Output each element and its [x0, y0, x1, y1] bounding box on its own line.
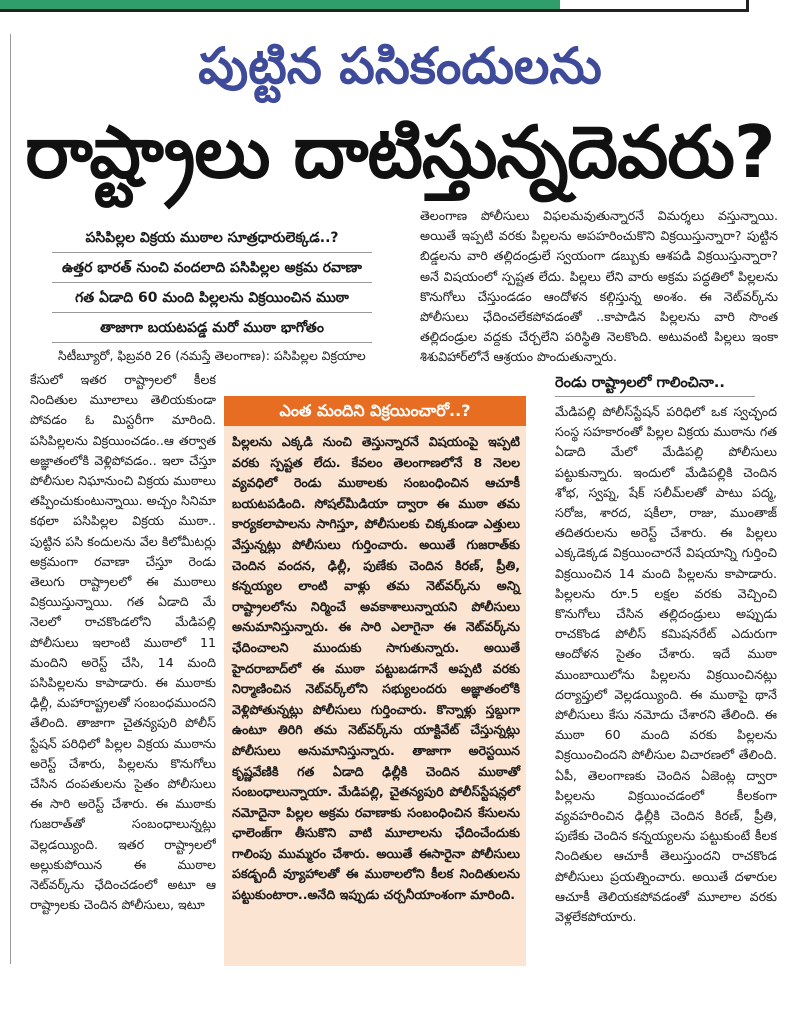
subhead-2: ఉత్తర భారత్ నుంచి వందలాది పసిపిల్లల అక్రమ రవాణా	[62, 260, 362, 276]
right-subhead-divider	[555, 396, 755, 397]
right-top-text-block	[420, 206, 778, 366]
left-column-text: కేసులో ఇతర రాష్ట్రాలలో కీలక నిందితుల మూలాలు తెలియకుండా పోవడం ఓ మిస్టరీగా మారింది. పసిపిల్లలను విక్రయించడం..ఆ తర్వాత అజ్ఞాతంలోకి వెళ్లిపోవడం.. ఇలా చేస్తూ పోలీసుల నిఘానుంచి విక్రయ ముఠాలు తప్పించుకుంటున్నాయి. అచ్చం సినిమా కథలా పసిపిల్లల విక్రయ ముఠా.. పుట్టిన పసి కందులను వేల కిలోమీటర్లు అక్రమంగా రవాణా చేస్తూ రెండు తెలుగు రాష్ట్రాలలో ఈ ముఠాలు విక్రయిస్తున్నాయి. గత ఏడాది మే నెలలో రాచకొండలోని మేడిపల్లి పోలీసులు ఇలాంటి ముఠాలో 11 మందిని అరెస్ట్ చేసి, 14 మంది పసిపిల్లలను కాపాడారు. ఈ ముఠాకు ఢిల్లీ, మహారాష్ట్రలతో సంబంధముందని తేలింది. తాజాగా చైతన్యపురి పోలీస్ స్టేషన్ పరిధిలో పిల్లల విక్రయ ముఠాను అరెస్ట్ చేశారు, పిల్లలను కొనుగోలు చేసిన దంపతులను సైతం పోలీసులు ఈ సారి అరెస్ట్ చేశారు. ఈ ముఠాకు గుజరాత్‌తో సంబంధాలున్నట్లు వెల్లడయ్యింది. ఇతర రాష్ట్రాలలో అల్లుకుపోయిన ఈ ముఠాల నెట్‌వర్క్‌ను ఛేదించడంలో అటూ ఆ రాష్ట్రాలకు చెందిన పోలీసులు, ఇటూ	[30, 372, 216, 913]
sidebar-box-text-block	[232, 432, 520, 906]
subhead-divider-2	[52, 282, 372, 283]
dateline: సిటీబ్యూరో, ఫిబ్రవరి 26 (నమస్తే తెలంగాణ):	[58, 348, 270, 363]
top-border	[0, 0, 800, 14]
sidebar-box-text: పిల్లలను ఎక్కడి నుంచి తెస్తున్నారనే విషయంపై ఇప్పటి వరకు స్పష్టత లేదు. కేవలం తెలంగాణలోనే 8 నెలల వ్యవధిలో రెండు ముఠాలకు సంబంధించిన ఆచూకీ బయటపడింది. సోషల్‌మీడియా ద్వారా ఈ ముఠా తమ కార్యకలాపాలను సాగిస్తూ, పోలీసులకు చిక్కకుండా ఎత్తులు వేస్తున్నట్లు పోలీసులు గుర్తించారు. అయితే గుజరాత్‌కు చెందిన వందన, ఢిల్లీ, పుణేకు చెందిన కిరణ్, ప్రీతి, కన్నయ్యల లాంటి వాళ్లు తమ నెట్‌వర్క్‌ను అన్ని రాష్ట్రాలలోను నిర్మించే అవకాశాలున్నాయని పోలీసులు అనుమానిస్తున్నారు. ఈ సారి ఎలాగైనా ఈ నెట్‌వర్క్‌ను ఛేదించాలని ముందుకు సాగుతున్నారు. అయితే హైదరాబాద్‌లో ఈ ముఠా పట్టుబడగానే అప్పటి వరకు నిర్మాణించిన నెట్‌వర్క్‌లోని సభ్యులందరు అజ్ఞాతంలోకి వెళ్లిపోతున్నట్లు పోలీసులు గుర్తించారు. కొన్నాళ్లు స్తబ్దుగా ఉంటూ తిరిగి తమ నెట్‌వర్క్‌ను యాక్టివేట్ చేస్తున్నట్లు పోలీసులు అనుమానిస్తున్నారు. తాజాగా అరెస్టయిన కృష్ణవేణికి గత ఏడాది ఢిల్లీకి చెందిన ముఠాతో సంబంధాలున్నాయా. మేడిపల్లి, చైతన్యపురి పోలీస్‌స్టేషన్లలో నమోదైనా పిల్లల అక్రమ రవాణాకు సంబంధించిన కేసులను ఛాలెంజ్‌గా తీసుకొని వాటి మూలాలను ఛేదించేందుకు గాలింపు ముమ్మరం చేశారు. అయితే ఈసారైనా పోలీసులు పకడ్బందీ వ్యూహాలతో ఈ ముఠాలలోని కీలక నిందితులను పట్టుకుంటారా..అనేది ఇప్పుడు చర్చనీయాంశంగా మారింది.	[232, 434, 520, 903]
subhead-4: తాజాగా బయటపడ్డ మరో ముఠా భాగోతం	[100, 320, 324, 336]
right-top-text: తెలంగాణ పోలీసులు విఫలమవుతున్నారనే విమర్శలు వస్తున్నాయి. అయితే ఇప్పటి వరకు పిల్లలను అపహరించుకొని విక్రయిస్తున్నారా? పుట్టిన బిడ్డలను వారి తల్లిదండ్రులే స్వయంగా డబ్బుకు ఆశపడి విక్రయిస్తున్నారా? అనే విషయంలో స్పష్టత లేదు. పిల్లలు లేని వారు అక్రమ పద్ధతిలో పిల్లలను కొనుగోలు చేస్తుండడం ఆందోళన కల్గిస్తున్న అంశం. ఈ నెట్‌వర్క్‌ను పోలీసులు ఛేదించలేకపోవడంతో ..కాపాడిన పిల్లలను వారి సొంత తల్లిదండ్రుల వద్దకు చేర్చలేని పరిస్థితి నెలకొంది. అటువంటి పిల్లలు ఇంకా శిశువిహార్‌లోనే ఆశ్రయం పొందుతున్నారు.	[420, 208, 778, 365]
subhead-divider-1	[52, 252, 372, 253]
subhead-divider-4	[52, 342, 372, 343]
lead-rest: పసిపిల్లల విక్రయాల	[273, 348, 366, 363]
top-green-strip	[0, 0, 560, 9]
right-column-text: మేడిపల్లి పోలీస్‌స్టేషన్ పరిధిలో ఒక స్వచ్ఛంద సంస్థ సహకారంతో పిల్లల విక్రయ ముఠాను గత ఏడాది మేలో మేడిపల్లి పోలీసులు పట్టుకున్నారు. ఇందులో మేడిపల్లికి చెందిన శోభ, స్వప్న, షేక్ సలీమ్‌లతో పాటు పద్మ, సరోజ, శారద, షకీలా, రాజు, ముంతాజ్ తదితరులను అరెస్ట్ చేశారు. ఈ పిల్లలు ఎక్కడెక్కడ విక్రయించారనే విషయాన్ని గుర్తించి విక్రయించిన 14 మంది పిల్లలను కాపాడారు. పిల్లలను రూ.5 లక్షల వరకు వెచ్చించి కొనుగోలు చేసిన తల్లిదండ్రులు అప్పుడు రాచకొండ పోలీస్ కమిషనరేట్ ఎదురుగా ఆందోళన సైతం చేశారు. ఇదే ముఠా ముంబాయిలోను పిల్లలను విక్రయించినట్లు దర్యాప్తులో వెల్లడయ్యింది. ఈ ముఠాపై థానే పోలీసులు కేసు నమోదు చేశారని తేలింది. ఈ ముఠా 60 మంది వరకు పిల్లలను విక్రయించిందని పోలీసుల విచారణలో తేలింది. ఏపీ, తెలంగాణకు చెందిన ఏజెంట్ల ద్వారా పిల్లలను విక్రయించడంలో కీలకంగా వ్యవహరించిన ఢిల్లీకి చెందిన కిరణ్, ప్రీతి, పుణేకు చెందిన కన్నయ్యలను పట్టుకుంటే కీలక నిందితుల ఆచూకీ తెలుస్తుందని రాచకొండ పోలీసులు ప్రయత్నించారు. అయితే దళారుల ఆచూకీ తెలియకపోవడంతో మూలాల వరకు వెళ్లలేకపోయారు.	[555, 404, 777, 925]
right-column	[555, 402, 777, 962]
subhead-divider-3	[52, 312, 372, 313]
dateline-row	[58, 346, 390, 370]
headline-line-2: రాష్ట్రాలు దాటిస్తున్నదెవరు?	[25, 110, 775, 194]
top-rule	[0, 9, 748, 12]
left-column	[30, 370, 216, 1010]
sidebar-box-title: ఎంత మందిని విక్రయించారో..?	[224, 396, 526, 426]
subhead-3: గత ఏడాది 60 మంది పిల్లలను విక్రయించిన ముఠా	[75, 290, 349, 306]
headline-line-1: పుట్టిన పసికందులను	[198, 37, 602, 95]
subhead-1: పసిపిల్లల విక్రయ ముఠాల సూత్రధారులెక్కడ..?	[85, 230, 339, 246]
top-corner-rule	[746, 0, 749, 12]
right-subhead: రెండు రాష్ట్రాలలో గాలించినా..	[555, 375, 725, 391]
